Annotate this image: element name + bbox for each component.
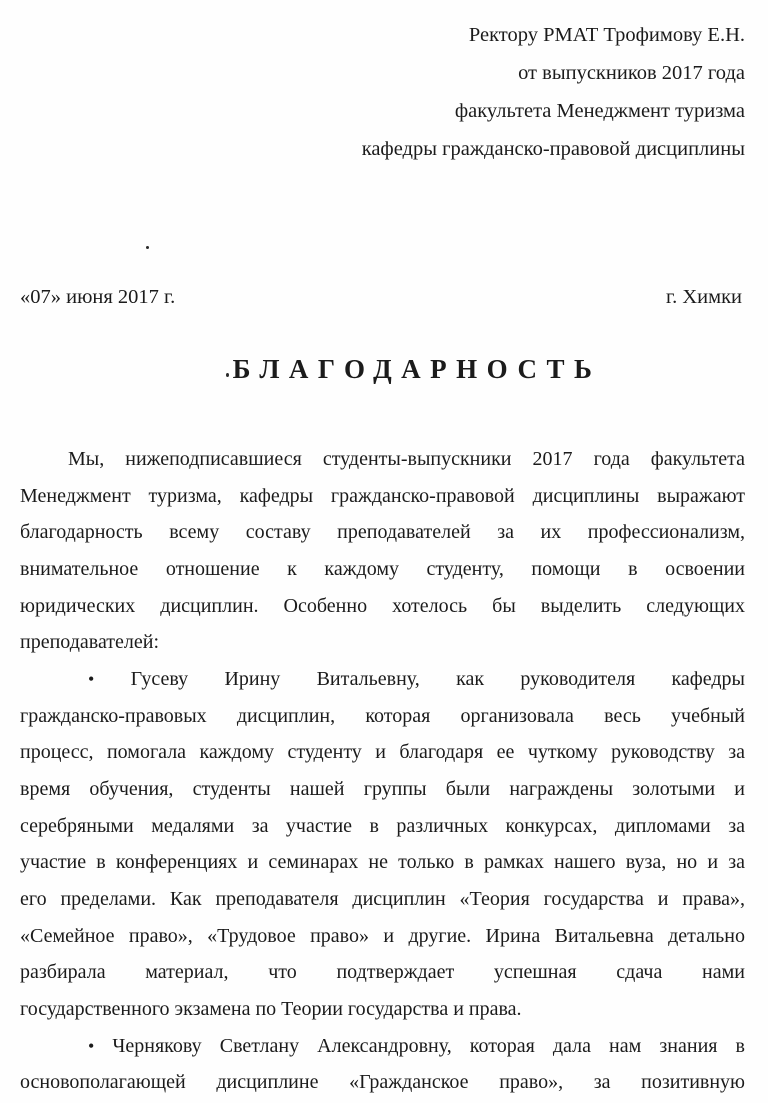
body-line: основополагающей дисциплине «Гражданское право», за позитивную — [20, 1071, 745, 1094]
body-line: «Семейное право», «Трудовое право» и другие. Ирина Витальевна детально — [20, 924, 745, 947]
scan-artifact-dot — [146, 246, 149, 249]
body-line: благодарность всему составу преподавателей за их профессионализм, — [20, 521, 745, 544]
document-body — [0, 441, 768, 1101]
body-line: Мы, нижеподписавшиеся студенты-выпускники 2017 года факультета — [68, 448, 745, 470]
bullet-marker: • — [88, 668, 95, 689]
body-line: разбирала материал, что подтверждает успешная сдача нами — [20, 961, 745, 984]
bullet-paragraph — [20, 1028, 745, 1101]
body-line: государственного экзамена по Теории государства и права. — [20, 997, 522, 1020]
bullet-marker: • — [88, 1035, 95, 1056]
header-block — [0, 0, 768, 168]
body-line: серебряными медалями за участие в различных конкурсах, дипломами за — [20, 814, 745, 837]
header-line: кафедры гражданско-правовой дисциплины — [361, 138, 745, 160]
header-line: Ректору РМАТ Трофимову Е.Н. — [468, 24, 745, 46]
document-title: БЛАГОДАРНОСТЬ — [232, 354, 602, 384]
date-value: «07» июня 2017 г. — [20, 286, 176, 308]
title-row — [0, 353, 768, 385]
header-line: от выпускников 2017 года — [518, 62, 745, 84]
body-line: участие в конференциях и семинарах не только в рамках нашего вуза, но и за — [20, 851, 745, 874]
body-line: его пределами. Как преподавателя дисциплин «Теория государства и права», — [20, 887, 745, 910]
scan-artifact-dot — [226, 373, 229, 377]
body-line: гражданско-правовых дисциплин, которая организовала весь учебный — [20, 704, 745, 727]
date-line — [0, 284, 768, 311]
body-line: юридических дисциплин. Особенно хотелось бы выделить следующих — [20, 594, 745, 617]
body-line: • Чернякову Светлану Александровну, которая дала нам знания в — [88, 1034, 745, 1057]
body-line: Менеджмент туризма, кафедры гражданско-правовой дисциплины выражают — [20, 484, 745, 507]
body-line: внимательное отношение к каждому студенту, помощи в освоении — [20, 557, 745, 580]
paragraph — [20, 441, 745, 661]
city-value: г. Химки — [665, 286, 742, 308]
body-line: процесс, помогала каждому студенту и благодаря ее чуткому руководству за — [20, 741, 745, 764]
body-line: • Гусеву Ирину Витальевну, как руководителя кафедры — [88, 667, 745, 690]
header-line: факультета Менеджмент туризма — [454, 100, 745, 122]
bullet-paragraph — [20, 661, 745, 1028]
body-line: преподавателей: — [20, 631, 160, 654]
body-line: время обучения, студенты нашей группы были награждены золотыми и — [20, 777, 745, 800]
